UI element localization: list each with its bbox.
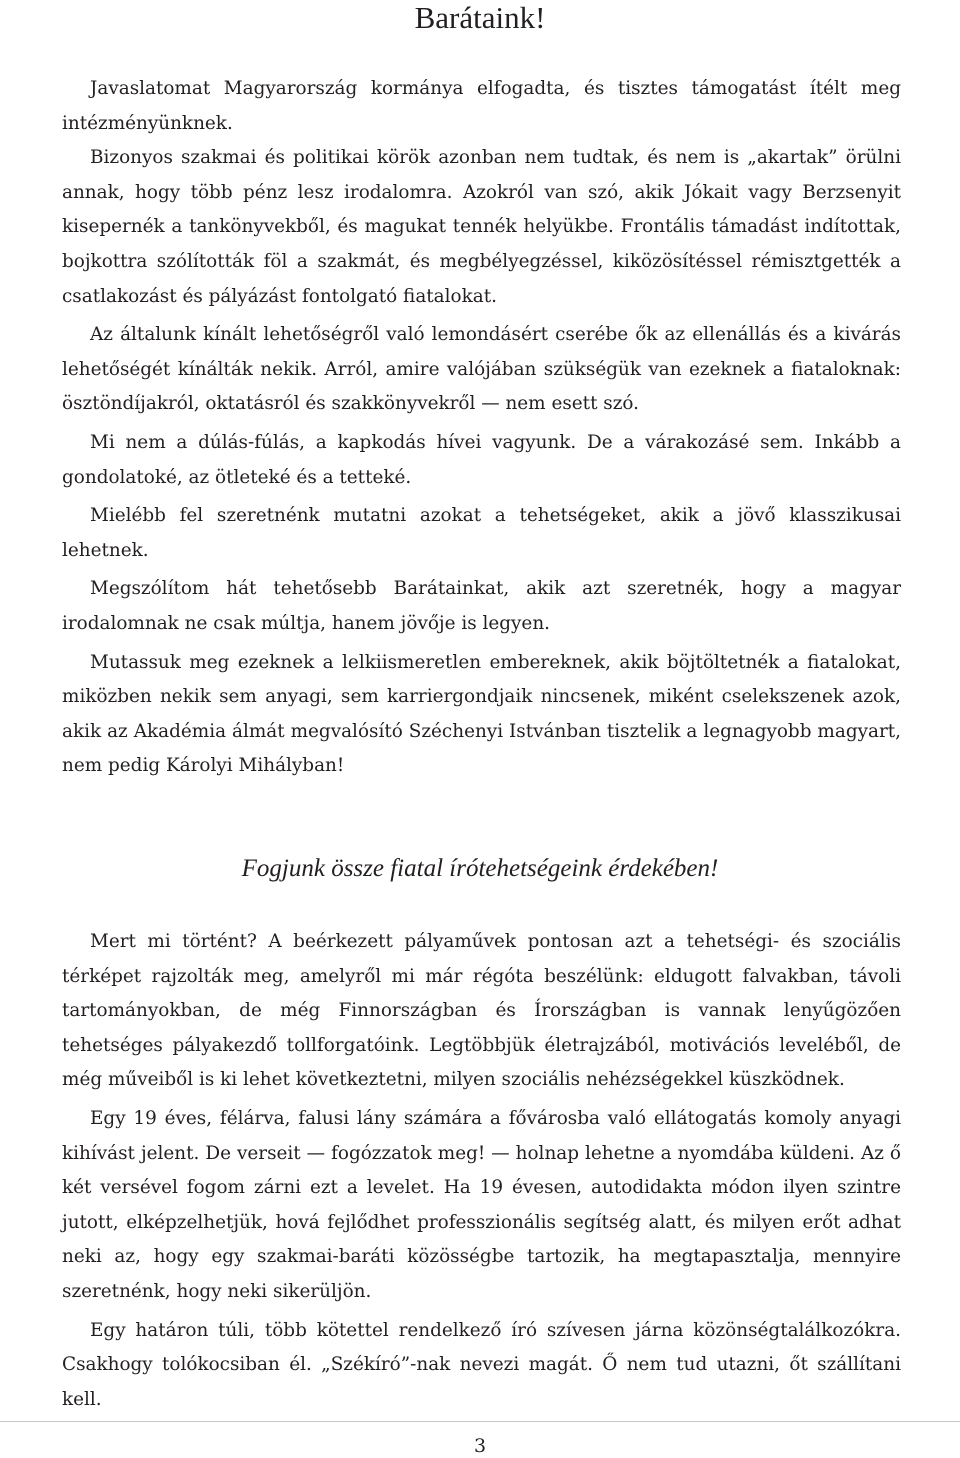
letter-section-2 xyxy=(62,925,901,1417)
page-title: Barátaink! xyxy=(414,0,546,35)
section-heading: Fogjunk össze fiatal írótehetségeink érdekében! xyxy=(241,855,719,882)
paragraph: Bizonyos szakmai és politikai körök azonban nem tudtak, és nem is „akartak” örülni annak, hogy több pénz lesz irodalomra. Azokról van szó, akik Jókait vagy Berzsenyit kisepernék a tankönyvekből, és magukat tennék helyükbe. Frontális támadást indítottak, bojkottra szólították föl a szakmát, és megbélyegzéssel, kiközösítéssel rémisztgették a csatlakozást és pályázást fontolgató fiatalokat. xyxy=(62,147,901,307)
paragraph: Mielébb fel szeretnénk mutatni azokat a tehetségeket, akik a jövő klasszikusai lehetnek. xyxy=(62,505,901,561)
paragraph: Mutassuk meg ezeknek a lelkiismeretlen embereknek, akik böjtöltetnék a fiatalokat, miközben nekik sem anyagi, sem karriergondjaik nincsenek, miként cselekszenek azok, akik az Akadémia álmát megvalósító Széchenyi Istvánban tisztelik a legnagyobb magyart, nem pedig Károlyi Mihályban! xyxy=(62,651,901,777)
paragraph: Mert mi történt? A beérkezett pályaművek pontosan azt a tehetségi- és szociális térképet rajzolták meg, amelyről mi már régóta beszélünk: eldugott falvakban, távoli tartományokban, de még Finnországban és Írországban is vannak lenyűgözően tehetséges pályakezdő tollforgatóink. Legtöbbjük életrajzából, motivációs leveléből, de még műveiből is ki lehet következtetni, milyen szociális nehézségekkel küszködnek. xyxy=(62,931,901,1091)
paragraph: Javaslatomat Magyarország kormánya elfogadta, és tisztes támogatást ítélt meg intézményünknek. xyxy=(62,78,901,134)
footer-divider xyxy=(0,1421,960,1422)
paragraph: Mi nem a dúlás-fúlás, a kapkodás hívei vagyunk. De a várakozásé sem. Inkább a gondolatoké, az ötleteké és a tetteké. xyxy=(62,431,901,488)
paragraph: Megszólítom hát tehetősebb Barátainkat, akik azt szeretnék, hogy a magyar irodalomnak ne csak múltja, hanem jövője is legyen. xyxy=(62,578,901,634)
paragraph: Egy határon túli, több kötettel rendelkező író szívesen járna közönségtalálkozókra. Csakhogy tolókocsiban él. „Székíró”-nak nevezi magát. Ő nem tud utazni, őt szállítani kell. xyxy=(62,1319,901,1410)
paragraph: Az általunk kínált lehetőségről való lemondásért cserébe ők az ellenállás és a kivárás lehetőségét kínálták nekik. Arról, amire valójában szükségük van ezeknek a fiataloknak: ösztöndíjakról, oktatásról és szakkönyvekről — nem esett szó. xyxy=(62,324,901,415)
page-number: 3 xyxy=(473,1435,487,1457)
paragraph: Egy 19 éves, félárva, falusi lány számára a fővárosba való ellátogatás komoly anyagi kihívást jelent. De verseit — fogózzatok meg! — holnap lehetne a nyomdába küldeni. Az ő két versével fogom zárni ezt a levelet. Ha 19 évesen, autodidakta módon ilyen szintre jutott, elképzelhetjük, hová fejlődhet professzionális segítség alatt, és milyen erőt adhat neki az, hogy egy szakmai-baráti közösségbe tartozik, ha megtapasztalja, mennyire szeretnénk, hogy neki sikerüljön. xyxy=(62,1107,901,1302)
letter-section-1 xyxy=(62,72,901,784)
